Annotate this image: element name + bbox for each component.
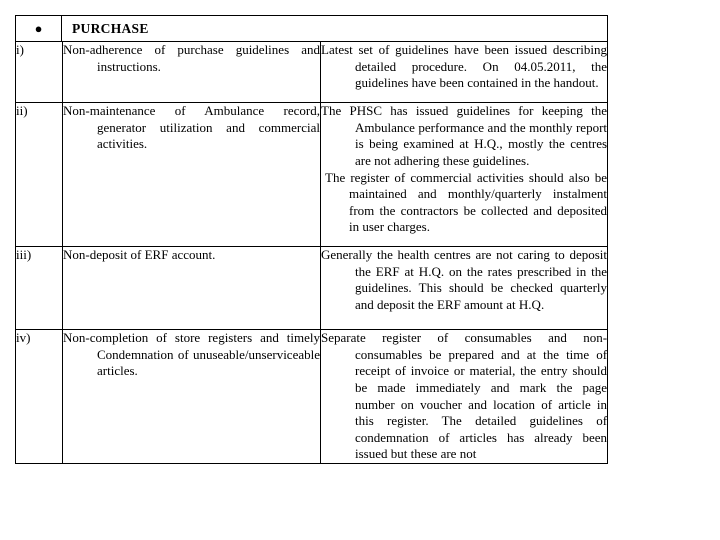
issue-text: Non-completion of store registers and timely Condemnation of unuseable/unserviceable articles. xyxy=(63,330,320,379)
table-header-row xyxy=(16,16,608,42)
table-row xyxy=(16,247,608,330)
row-number: iv) xyxy=(16,330,63,464)
audit-observations-table xyxy=(15,15,608,464)
row-issue-cell xyxy=(63,247,321,330)
reply-paragraph: Latest set of guidelines have been issued describing detailed procedure. On 04.05.2011, the guidelines have been contained in the handout. xyxy=(321,42,608,91)
section-header-cell xyxy=(16,16,608,42)
row-number: i) xyxy=(16,42,63,103)
reply-paragraph: Generally the health centres are not caring to deposit the ERF at H.Q. on the rates prescribed in the guidelines. This should be checked quarterly and deposit the ERF amount at H.Q. xyxy=(321,247,608,312)
issue-text: Non-adherence of purchase guidelines and instructions. xyxy=(63,42,320,74)
bullet-icon: ● xyxy=(34,21,43,36)
row-reply-cell xyxy=(321,42,608,103)
table-row xyxy=(16,103,608,247)
reply-paragraph: Separate register of consumables and non-consumables be prepared and at the time of receipt of invoice or material, the entry should be made immediately and mark the page number on voucher and location of article in this register. The detailed guidelines of condemnation of articles has already been issued but these are not xyxy=(321,330,608,462)
issue-text: Non-maintenance of Ambulance record, generator utilization and commercial activities. xyxy=(63,103,320,152)
table-row xyxy=(16,330,608,464)
reply-paragraph: The PHSC has issued guidelines for keeping the Ambulance performance and the monthly report is being examined at H.Q., mostly the centres are not adhering these guidelines. xyxy=(321,103,608,168)
row-issue-cell xyxy=(63,103,321,247)
row-issue-cell xyxy=(63,330,321,464)
issue-text: Non-deposit of ERF account. xyxy=(63,247,216,262)
row-reply-cell xyxy=(321,103,608,247)
section-title: PURCHASE xyxy=(72,20,149,36)
row-number: ii) xyxy=(16,103,63,247)
bullet-cell xyxy=(16,16,62,41)
row-number: iii) xyxy=(16,247,63,330)
row-reply-cell xyxy=(321,247,608,330)
row-issue-cell xyxy=(63,42,321,103)
table-row xyxy=(16,42,608,103)
row-reply-cell xyxy=(321,330,608,464)
reply-paragraph: The register of commercial activities should also be maintained and monthly/quarterly instalment from the contractors be collected and deposited in user charges. xyxy=(325,169,608,235)
